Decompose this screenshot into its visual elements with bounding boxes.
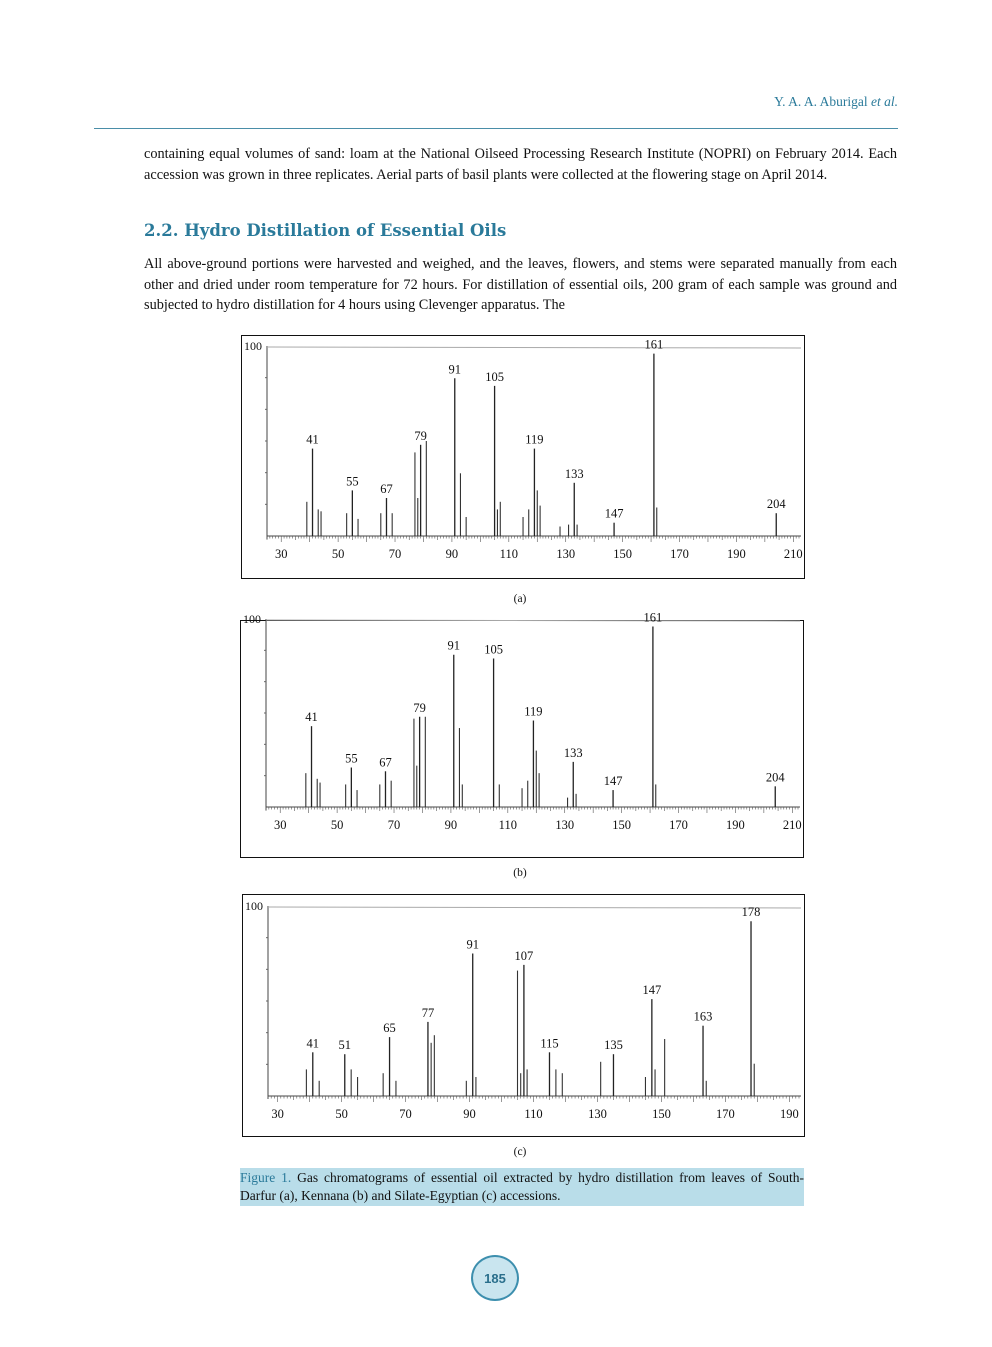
peak-label-178: 178 bbox=[741, 905, 761, 920]
peak-label-55: 55 bbox=[346, 474, 359, 489]
chromatogram-c bbox=[242, 894, 805, 1137]
peak-label-67: 67 bbox=[380, 482, 393, 496]
peak-label-55: 55 bbox=[345, 751, 358, 766]
peak-label-147: 147 bbox=[642, 983, 662, 998]
x-tick-label: 110 bbox=[524, 1107, 543, 1121]
x-tick-label: 150 bbox=[652, 1107, 671, 1121]
chromatogram-b bbox=[240, 610, 804, 858]
x-tick-label: 190 bbox=[726, 818, 745, 832]
peak-label-161: 161 bbox=[643, 610, 663, 625]
y-axis-max-label: 100 bbox=[243, 612, 261, 626]
x-tick-label: 170 bbox=[716, 1107, 735, 1121]
x-tick-label: 170 bbox=[670, 547, 689, 561]
x-tick-label: 130 bbox=[555, 818, 575, 832]
x-tick-label: 30 bbox=[273, 818, 287, 832]
x-tick-label: 130 bbox=[588, 1107, 607, 1121]
x-tick-label: 70 bbox=[388, 547, 402, 561]
y-axis-max-label: 100 bbox=[245, 899, 263, 913]
peak-label-65: 65 bbox=[383, 1021, 396, 1036]
page-number: 185 bbox=[471, 1255, 519, 1301]
x-tick-label: 30 bbox=[271, 1107, 284, 1121]
x-tick-label: 50 bbox=[331, 547, 345, 561]
peak-label-79: 79 bbox=[414, 428, 427, 443]
x-tick-label: 190 bbox=[727, 547, 746, 561]
section-title: 2.2. Hydro Distillation of Essential Oils bbox=[144, 221, 507, 240]
author-name: Y. A. A. Aburigal bbox=[774, 94, 868, 109]
body-paragraph-2: All above-ground portions were harvested and weighed, and the leaves, flowers, and stems were separated manually from each other and dried under room temperature for 72 hours. For distillation of essential oils, 200 gram of each sample was ground and subjected to hydro distillation for 4 hours using Clevenger apparatus. The bbox=[144, 256, 897, 313]
top-border-line bbox=[266, 620, 800, 621]
x-tick-label: 190 bbox=[780, 1107, 799, 1121]
x-tick-label: 50 bbox=[330, 818, 344, 832]
x-tick-label: 110 bbox=[499, 547, 518, 561]
panel-label-a: (a) bbox=[513, 593, 527, 605]
author-etal: et al. bbox=[867, 94, 898, 109]
header-rule bbox=[94, 128, 898, 129]
x-tick-label: 110 bbox=[498, 818, 517, 832]
x-tick-label: 90 bbox=[463, 1107, 476, 1121]
top-border-line bbox=[267, 347, 801, 348]
figure-caption bbox=[240, 1168, 804, 1206]
peak-label-41: 41 bbox=[306, 1036, 320, 1051]
peak-label-133: 133 bbox=[564, 466, 584, 481]
x-tick-label: 70 bbox=[399, 1107, 412, 1121]
peak-label-51: 51 bbox=[338, 1038, 352, 1053]
figure-label: Figure 1. bbox=[240, 1170, 292, 1185]
x-tick-label: 150 bbox=[613, 547, 632, 561]
x-tick-label: 210 bbox=[783, 547, 803, 561]
peak-label-147: 147 bbox=[603, 774, 623, 789]
peak-label-77: 77 bbox=[421, 1005, 435, 1020]
peak-label-163: 163 bbox=[693, 1009, 713, 1024]
peak-label-79: 79 bbox=[413, 700, 426, 715]
peak-label-119: 119 bbox=[525, 432, 544, 447]
x-tick-label: 90 bbox=[445, 547, 459, 561]
peak-label-161: 161 bbox=[644, 337, 664, 352]
x-tick-label: 130 bbox=[556, 547, 576, 561]
peak-label-119: 119 bbox=[524, 704, 543, 719]
peak-label-105: 105 bbox=[485, 369, 504, 384]
peak-label-67: 67 bbox=[379, 755, 392, 770]
x-tick-label: 90 bbox=[444, 818, 458, 832]
running-head bbox=[774, 94, 898, 110]
peak-label-133: 133 bbox=[563, 745, 583, 760]
x-tick-label: 170 bbox=[669, 818, 688, 832]
x-tick-label: 210 bbox=[782, 818, 802, 832]
peak-label-91: 91 bbox=[466, 937, 479, 952]
peak-label-204: 204 bbox=[765, 770, 785, 785]
peak-label-91: 91 bbox=[448, 362, 462, 377]
y-axis-max-label: 100 bbox=[244, 339, 262, 353]
peak-label-204: 204 bbox=[766, 497, 786, 512]
top-border-line bbox=[268, 907, 801, 908]
panel-label-c: (c) bbox=[513, 1146, 527, 1158]
x-tick-label: 30 bbox=[274, 547, 288, 561]
peak-label-105: 105 bbox=[484, 642, 503, 657]
figure-caption-text: Gas chromatograms of essential oil extracted by hydro distillation from leaves of South-Darfur (a), Kennana (b) and Silate-Egyptian (c) accessions. bbox=[240, 1170, 804, 1203]
body-paragraph-1: containing equal volumes of sand: loam at the National Oilseed Processing Research Institute (NOPRI) on February 2014. Each accession was grown in three replicates. Aerial parts of basil plants were collected at the flowering stage on April 2014. bbox=[144, 146, 897, 183]
chromatogram-a bbox=[241, 335, 805, 579]
panel-label-b: (b) bbox=[513, 867, 527, 879]
peak-label-41: 41 bbox=[306, 432, 319, 447]
peak-label-147: 147 bbox=[604, 506, 624, 521]
peak-label-91: 91 bbox=[447, 638, 461, 653]
peak-label-107: 107 bbox=[514, 948, 534, 963]
peak-label-135: 135 bbox=[604, 1038, 623, 1053]
x-tick-label: 70 bbox=[387, 818, 401, 832]
peak-label-41: 41 bbox=[305, 710, 318, 725]
peak-label-115: 115 bbox=[540, 1036, 559, 1051]
x-tick-label: 150 bbox=[612, 818, 631, 832]
x-tick-label: 50 bbox=[335, 1107, 348, 1121]
